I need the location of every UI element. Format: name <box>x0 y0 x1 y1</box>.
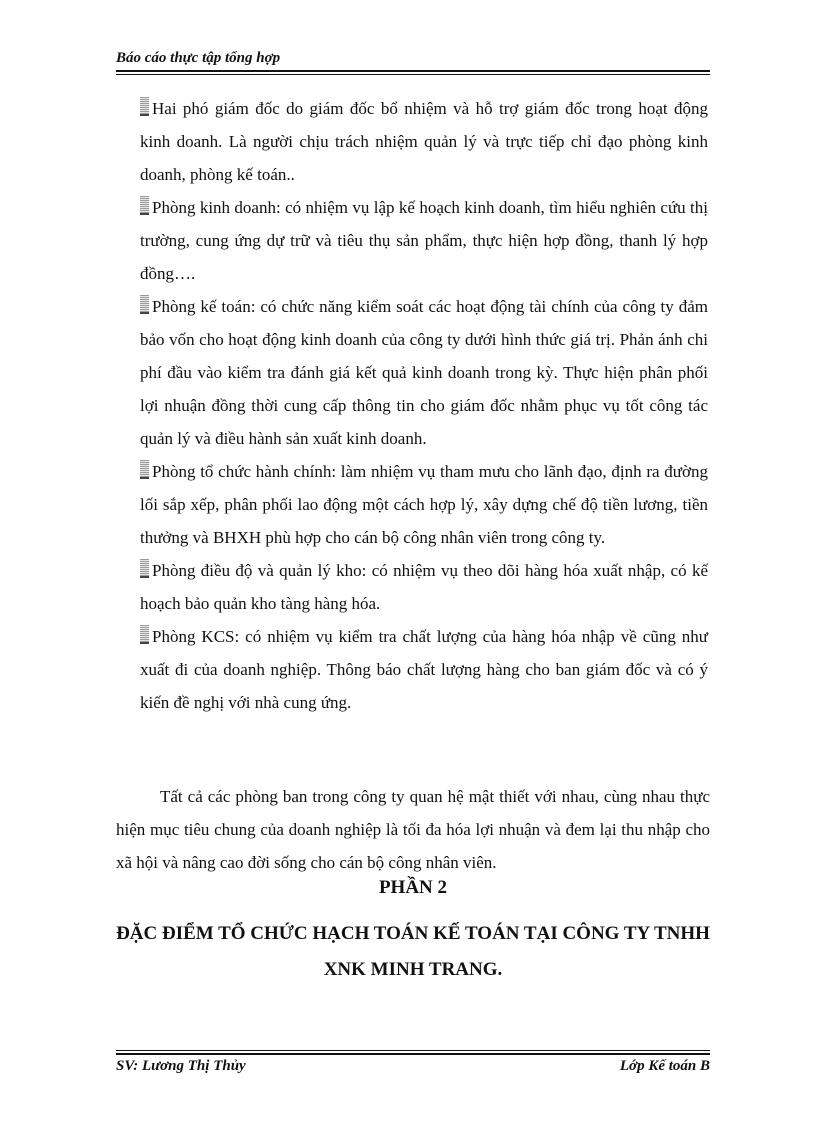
bullet-icon <box>140 559 149 578</box>
bullet-icon <box>140 460 149 479</box>
summary-paragraph: Tất cả các phòng ban trong công ty quan hệ mật thiết với nhau, cùng nhau thực hiện mục tiêu chung của doanh nghiệp là tối đa hóa lợi nhuận và đem lại thu nhập cho xã hội và nâng cao đời sống cho cán bộ công nhân viên. <box>116 787 710 872</box>
list-item-text: Phòng điều độ và quản lý kho: có nhiệm vụ theo dõi hàng hóa xuất nhập, có kế hoạch bảo quản kho tàng hàng hóa. <box>140 561 708 613</box>
bullet-icon <box>140 625 149 644</box>
list-item-text: Hai phó giám đốc do giám đốc bổ nhiệm và hỗ trợ giám đốc trong hoạt động kinh doanh. Là người chịu trách nhiệm quản lý và trực tiếp chỉ đạo phòng kinh doanh, phòng kế toán.. <box>140 99 708 184</box>
header-divider <box>116 70 710 72</box>
list-item <box>140 455 708 554</box>
list-item-text: Phòng tổ chức hành chính: làm nhiệm vụ tham mưu cho lãnh đạo, định ra đường lối sắp xếp, phân phối lao động một cách hợp lý, xây dựng chế độ tiền lương, tiền thưởng và BHXH phù hợp cho cán bộ công nhân viên trong công ty. <box>140 462 708 547</box>
footer-class-name: Lớp Kế toán B <box>619 1058 710 1074</box>
bullet-icon <box>140 196 149 215</box>
list-item <box>140 191 708 290</box>
list-item <box>140 290 708 455</box>
section-part-heading: PHẦN 2 <box>378 877 448 898</box>
list-item <box>140 92 708 191</box>
list-item <box>140 620 708 719</box>
bullet-icon <box>140 97 149 116</box>
bullet-icon <box>140 295 149 314</box>
header-divider-thin <box>116 74 710 75</box>
footer-student-name: SV: Lương Thị Thủy <box>116 1058 246 1074</box>
section-title: ĐẶC ĐIỂM TỔ CHỨC HẠCH TOÁN KẾ TOÁN TẠI CÔNG TY TNHH XNK MINH TRANG. <box>116 923 710 980</box>
footer-divider <box>116 1053 710 1055</box>
department-list <box>140 92 708 719</box>
footer-divider-thin <box>116 1050 710 1051</box>
page-header-title: Báo cáo thực tập tổng hợp <box>116 50 281 66</box>
list-item-text: Phòng kế toán: có chức năng kiểm soát các hoạt động tài chính của công ty đảm bảo vốn cho hoạt động kinh doanh của công ty dưới hình thức giá trị. Phản ánh chi phí đầu vào kiểm tra đánh giá kết quả kinh doanh trong kỳ. Thực hiện phân phối lợi nhuận đồng thời cung cấp thông tin cho giám đốc nhằm phục vụ tốt công tác quản lý và điều hành sản xuất kinh doanh. <box>140 297 708 448</box>
list-item-text: Phòng kinh doanh: có nhiệm vụ lập kế hoạch kinh doanh, tìm hiểu nghiên cứu thị trường, cung ứng dự trữ và tiêu thụ sản phẩm, thực hiện hợp đồng, thanh lý hợp đồng…. <box>140 198 708 283</box>
list-item-text: Phòng KCS: có nhiệm vụ kiểm tra chất lượng của hàng hóa nhập về cũng như xuất đi của doanh nghiệp. Thông báo chất lượng hàng cho ban giám đốc và có ý kiến đề nghị với nhà cung ứng. <box>140 627 708 712</box>
list-item <box>140 554 708 620</box>
